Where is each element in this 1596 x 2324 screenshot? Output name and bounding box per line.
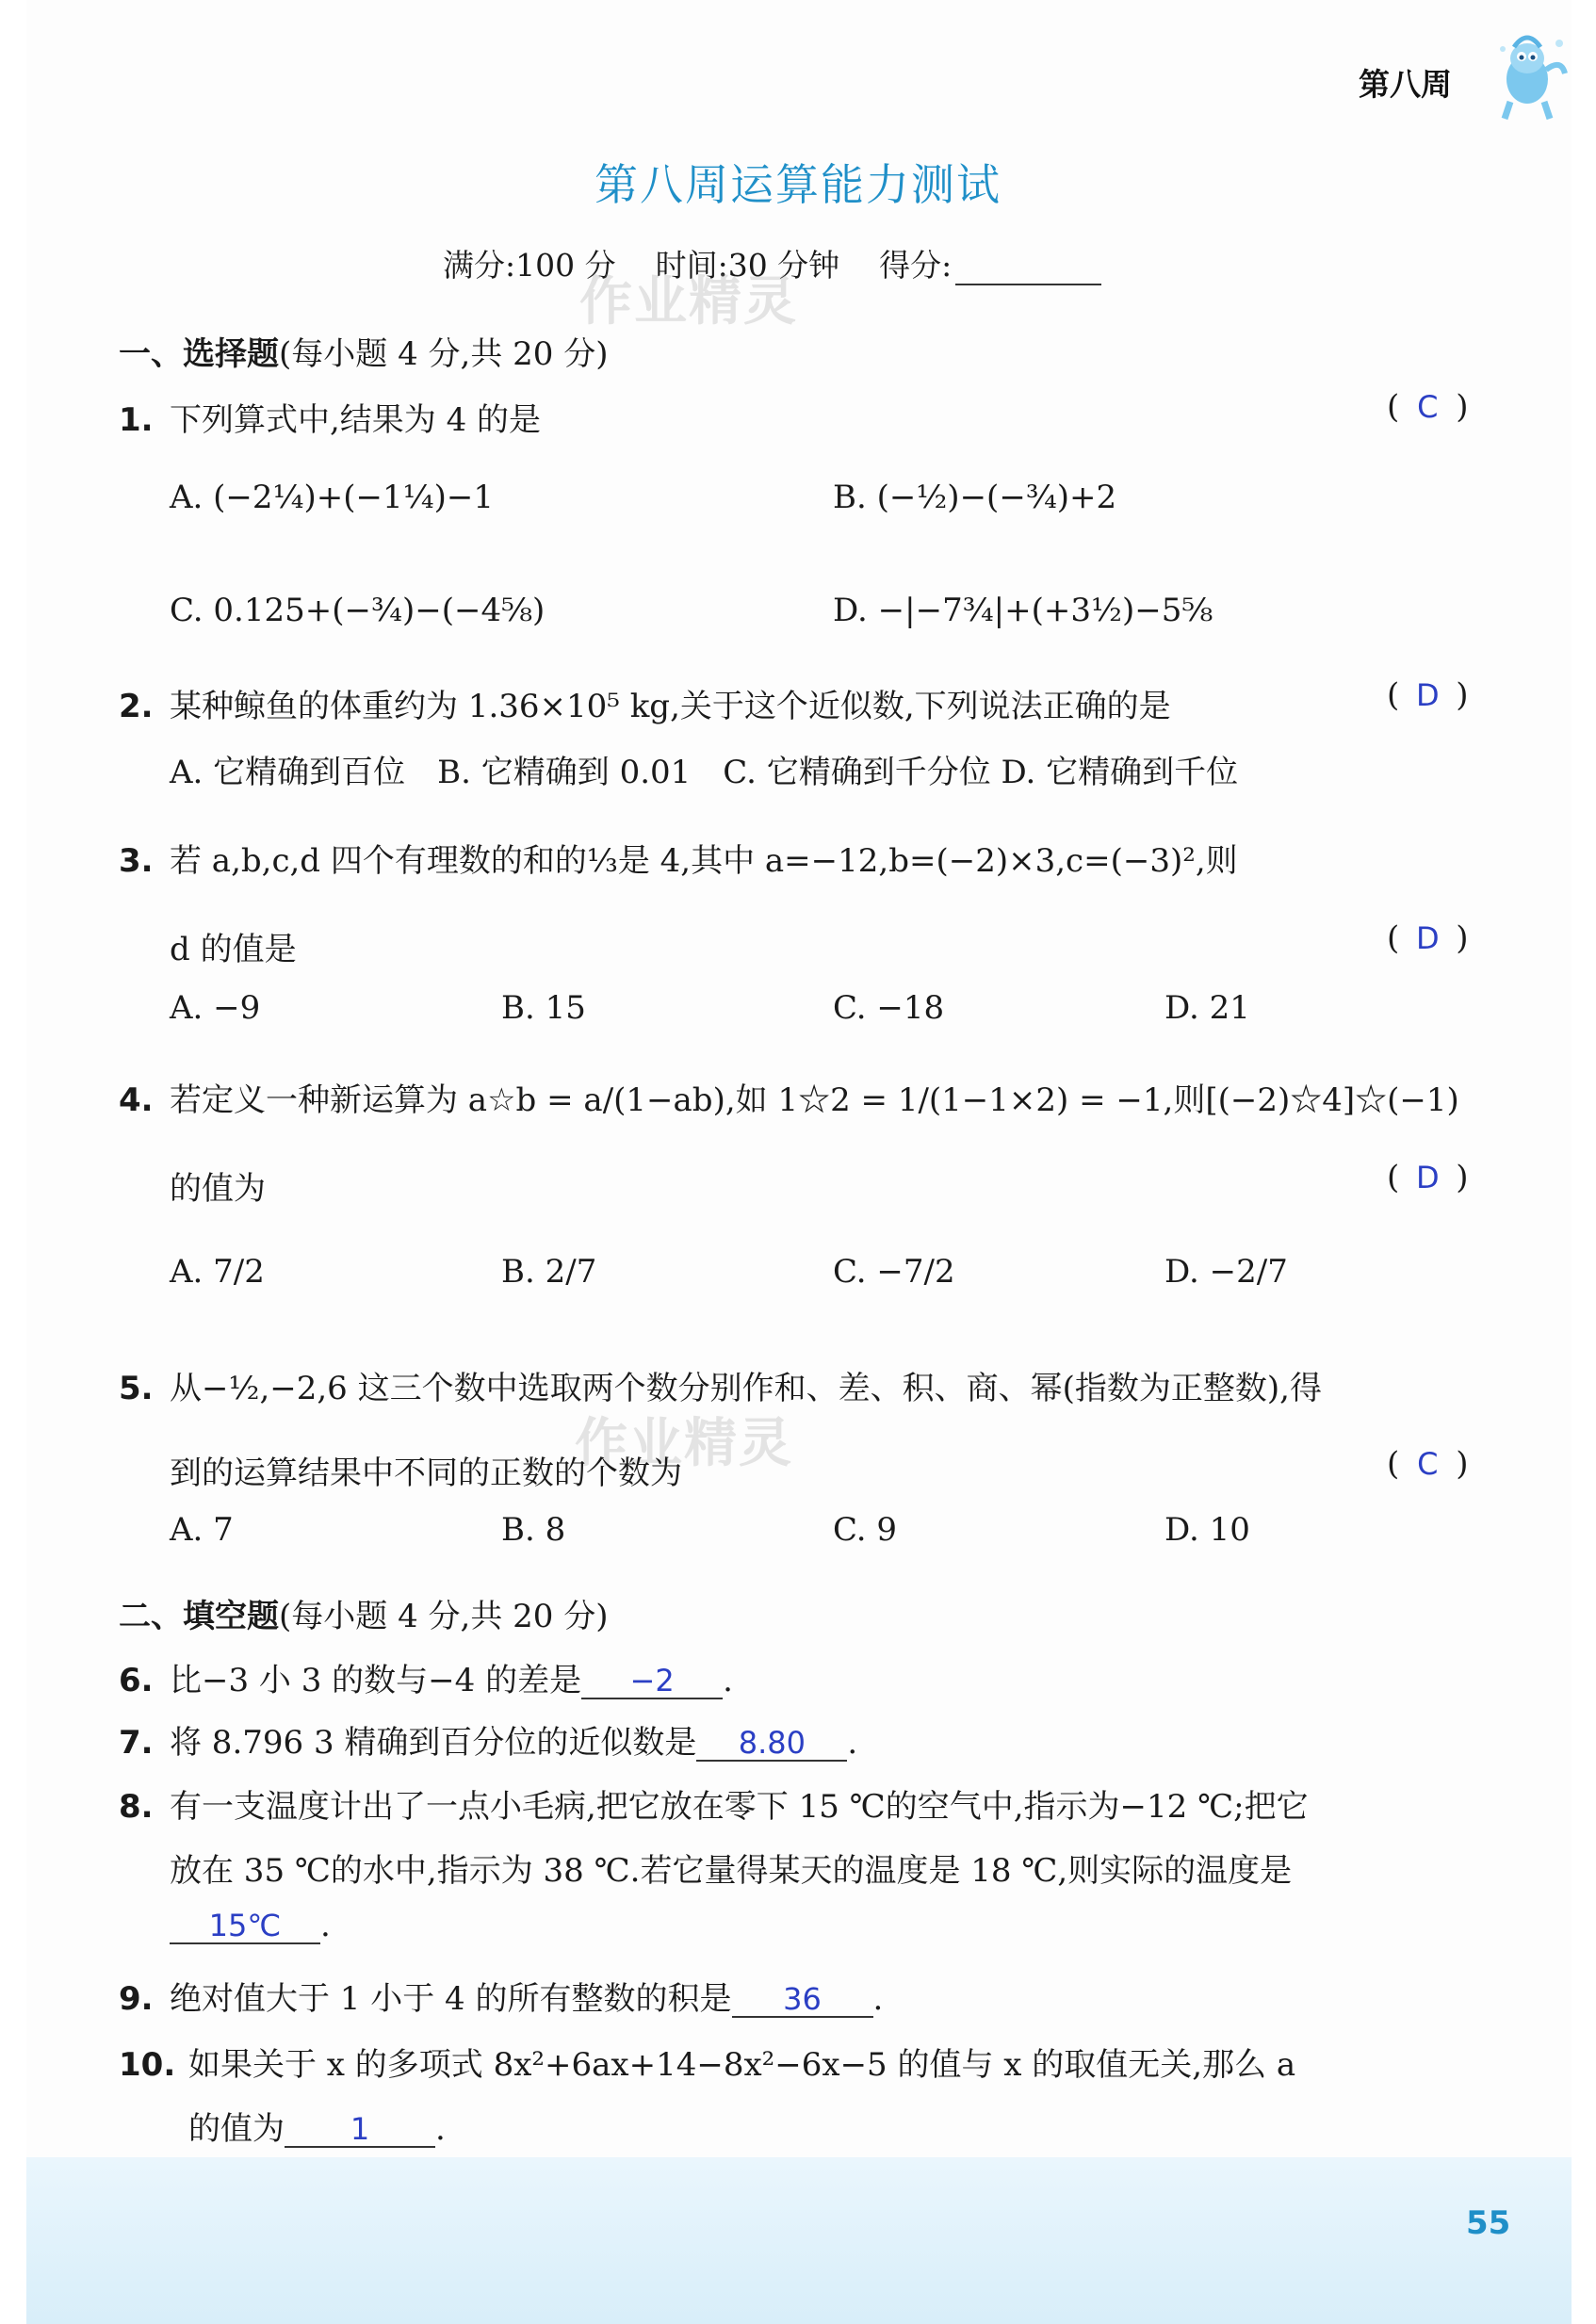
question-7: 7. 将 8.796 3 精确到百分位的近似数是 8.80 . [119,1724,858,1762]
page-number: 55 [1466,2204,1511,2242]
answer-blank: 1 [285,2112,435,2148]
answer-blank: 8.80 [696,1726,847,1762]
question-10-cont: 的值为 1 . [188,2110,446,2148]
option-a: A. (−2¼)+(−1¼)−1 [170,479,494,516]
answer-blank: 15℃ [170,1909,320,1944]
options-line: A. 它精确到百位 B. 它精确到 0.01 C. 它精确到千分位 D. 它精确到千位 [170,754,1239,791]
option-c: C. 9 [833,1511,898,1549]
question-4: 4. 若定义一种新运算为 a☆b = a/(1−ab),如 1☆2 = 1/(1−1×2) = −1,则[(−2)☆4]☆(−1) [119,1081,1459,1119]
question-1: 1. 下列算式中,结果为 4 的是 [119,401,542,439]
option-c: C. −7/2 [833,1253,955,1291]
answer-box: ( D ) [1387,1159,1469,1196]
option-b: B. 8 [501,1511,566,1549]
time-limit: 时间:30 分钟 [655,247,840,284]
question-4-cont: 的值为 [170,1170,266,1208]
section-heading: 二、填空题(每小题 4 分,共 20 分) [119,1598,609,1635]
option-d: D. −2/7 [1164,1253,1288,1291]
question-10: 10. 如果关于 x 的多项式 8x²+6ax+14−8x²−6x−5 的值与 x 的取值无关,那么 a [119,2046,1296,2084]
option-d: D. −|−7¾|+(+3½)−5⅝ [833,592,1213,629]
score-blank [955,255,1101,285]
option-d: D. 10 [1164,1511,1250,1549]
option-b: B. 15 [501,989,586,1027]
option-a: A. 7 [170,1511,234,1549]
question-9: 9. 绝对值大于 1 小于 4 的所有整数的积是 36 . [119,1980,884,2018]
answer-box: ( C ) [1387,1445,1469,1483]
question-5: 5. 从−½,−2,6 这三个数中选取两个数分别作和、差、积、商、幂(指数为正整数),得 [119,1370,1322,1407]
watermark: 作业精灵 [579,271,798,333]
option-d: D. 21 [1164,989,1250,1027]
section-heading: 一、选择题(每小题 4 分,共 20 分) [119,335,609,373]
full-score: 满分:100 分 [443,247,616,284]
question-3-cont: d 的值是 [170,931,297,968]
option-c: C. −18 [833,989,945,1027]
option-b: B. 2/7 [501,1253,597,1291]
option-b: B. (−½)−(−¾)+2 [833,479,1117,516]
answer-box: ( D ) [1387,676,1469,714]
score-label: 得分: [879,247,953,284]
answer-blank: −2 [581,1664,723,1699]
mascot-icon [1493,21,1571,124]
question-3: 3. 若 a,b,c,d 四个有理数的和的⅓是 4,其中 a=−12,b=(−2)×3,c=(−3)²,则 [119,842,1238,880]
question-8-cont: 放在 35 ℃的水中,指示为 38 ℃.若它量得某天的温度是 18 ℃,则实际的温度是 [170,1852,1293,1890]
question-6: 6. 比−3 小 3 的数与−4 的差是 −2 . [119,1662,733,1699]
question-5-cont: 到的运算结果中不同的正数的个数为 [170,1455,682,1492]
option-c: C. 0.125+(−¾)−(−4⅝) [170,592,546,629]
question-2: 2. 某种鲸鱼的体重约为 1.36×10⁵ kg,关于这个近似数,下列说法正确的是 [119,688,1171,725]
option-a: A. −9 [170,989,261,1027]
question-8: 8. 有一支温度计出了一点小毛病,把它放在零下 15 ℃的空气中,指示为−12 ℃;把它 [119,1788,1309,1826]
answer-blank: 36 [732,1982,873,2018]
week-label: 第八周 [1359,66,1452,103]
question-8-answer: 15℃ . [170,1907,331,1944]
page-title: 第八周运算能力测试 [594,159,1002,210]
watermark: 作业精灵 [575,1413,793,1474]
answer-box: ( C ) [1387,388,1469,426]
option-a: A. 7/2 [170,1253,265,1291]
footer-band [26,2157,1572,2324]
answer-box: ( D ) [1387,919,1469,957]
